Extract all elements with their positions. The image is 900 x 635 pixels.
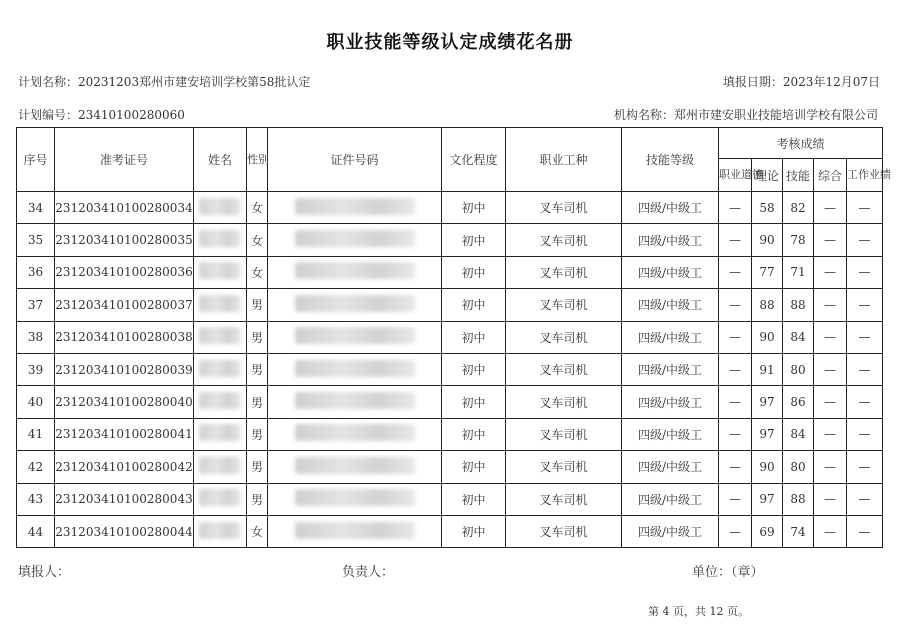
cell-occupation: 叉车司机	[506, 515, 622, 547]
cell-exam-no: 231203410100280042	[55, 451, 194, 483]
cell-seq: 40	[17, 386, 55, 418]
cell-theory: 97	[752, 386, 783, 418]
cell-exam-no: 231203410100280043	[55, 483, 194, 515]
cell-gender: 男	[247, 353, 268, 385]
cell-id-no	[268, 386, 442, 418]
header-scores: 考核成绩	[719, 128, 883, 159]
cell-ethics: —	[719, 289, 752, 321]
header-gender: 性别	[247, 128, 268, 192]
cell-skill-level: 四级/中级工	[622, 289, 719, 321]
cell-work-performance: —	[847, 321, 883, 353]
cell-work-performance: —	[847, 386, 883, 418]
cell-id-no	[268, 289, 442, 321]
redacted-id-number	[295, 424, 415, 441]
redacted-id-number	[295, 360, 415, 377]
cell-education: 初中	[442, 386, 506, 418]
cell-theory: 58	[752, 192, 783, 224]
redacted-id-number	[295, 198, 415, 215]
cell-id-no	[268, 418, 442, 450]
cell-exam-no: 231203410100280038	[55, 321, 194, 353]
redacted-id-number	[295, 392, 415, 409]
cell-overall: —	[814, 483, 847, 515]
cell-theory: 90	[752, 451, 783, 483]
cell-overall: —	[814, 353, 847, 385]
cell-skill: 84	[783, 321, 814, 353]
cell-seq: 38	[17, 321, 55, 353]
cell-name	[194, 451, 247, 483]
cell-theory: 90	[752, 321, 783, 353]
cell-work-performance: —	[847, 224, 883, 256]
cell-overall: —	[814, 321, 847, 353]
cell-theory: 69	[752, 515, 783, 547]
filler-label: 填报人：	[18, 565, 71, 580]
table-row	[17, 418, 883, 450]
cell-name	[194, 256, 247, 288]
header-ethics: 职业道德	[719, 159, 752, 192]
cell-skill-level: 四级/中级工	[622, 418, 719, 450]
cell-overall: —	[814, 515, 847, 547]
redacted-name	[199, 457, 241, 474]
redacted-name	[199, 392, 241, 409]
cell-overall: —	[814, 289, 847, 321]
redacted-id-number	[295, 522, 415, 539]
cell-seq: 42	[17, 451, 55, 483]
cell-id-no	[268, 483, 442, 515]
redacted-id-number	[295, 230, 415, 247]
cell-skill-level: 四级/中级工	[622, 321, 719, 353]
cell-work-performance: —	[847, 451, 883, 483]
cell-gender: 男	[247, 289, 268, 321]
cell-id-no	[268, 256, 442, 288]
cell-exam-no: 231203410100280040	[55, 386, 194, 418]
cell-ethics: —	[719, 192, 752, 224]
cell-id-no	[268, 224, 442, 256]
cell-seq: 36	[17, 256, 55, 288]
cell-overall: —	[814, 224, 847, 256]
cell-education: 初中	[442, 353, 506, 385]
cell-ethics: —	[719, 386, 752, 418]
cell-occupation: 叉车司机	[506, 418, 622, 450]
cell-occupation: 叉车司机	[506, 353, 622, 385]
cell-occupation: 叉车司机	[506, 192, 622, 224]
cell-id-no	[268, 321, 442, 353]
cell-skill: 74	[783, 515, 814, 547]
header-occupation: 职业工种	[506, 128, 622, 192]
cell-work-performance: —	[847, 192, 883, 224]
redacted-id-number	[295, 327, 415, 344]
header-work-performance: 工作业绩	[847, 159, 883, 192]
cell-gender: 男	[247, 418, 268, 450]
cell-work-performance: —	[847, 353, 883, 385]
cell-seq: 37	[17, 289, 55, 321]
page-info: 第 4 页，共 12 页。	[648, 605, 749, 618]
cell-name	[194, 321, 247, 353]
header-skill-level: 技能等级	[622, 128, 719, 192]
cell-gender: 女	[247, 224, 268, 256]
header-theory: 理论	[752, 159, 783, 192]
header-skill: 技能	[783, 159, 814, 192]
cell-gender: 男	[247, 451, 268, 483]
cell-theory: 88	[752, 289, 783, 321]
table-row	[17, 386, 883, 418]
cell-skill-level: 四级/中级工	[622, 224, 719, 256]
cell-occupation: 叉车司机	[506, 386, 622, 418]
cell-occupation: 叉车司机	[506, 321, 622, 353]
redacted-name	[199, 262, 241, 279]
cell-education: 初中	[442, 418, 506, 450]
cell-occupation: 叉车司机	[506, 224, 622, 256]
header-name: 姓名	[194, 128, 247, 192]
redacted-name	[199, 230, 241, 247]
cell-education: 初中	[442, 256, 506, 288]
redacted-name	[199, 424, 241, 441]
cell-seq: 35	[17, 224, 55, 256]
cell-id-no	[268, 451, 442, 483]
cell-ethics: —	[719, 256, 752, 288]
cell-exam-no: 231203410100280036	[55, 256, 194, 288]
cell-skill-level: 四级/中级工	[622, 386, 719, 418]
redacted-name	[199, 295, 241, 312]
cell-skill: 80	[783, 353, 814, 385]
cell-skill: 84	[783, 418, 814, 450]
plan-code: 计划编号：23410100280060	[18, 108, 185, 122]
cell-skill-level: 四级/中级工	[622, 256, 719, 288]
cell-ethics: —	[719, 418, 752, 450]
cell-exam-no: 231203410100280044	[55, 515, 194, 547]
cell-skill: 88	[783, 483, 814, 515]
table-row	[17, 451, 883, 483]
cell-skill: 82	[783, 192, 814, 224]
redacted-id-number	[295, 262, 415, 279]
cell-ethics: —	[719, 483, 752, 515]
cell-theory: 90	[752, 224, 783, 256]
redacted-name	[199, 327, 241, 344]
header-seq: 序号	[17, 128, 55, 192]
table-row	[17, 192, 883, 224]
cell-name	[194, 418, 247, 450]
cell-education: 初中	[442, 289, 506, 321]
redacted-name	[199, 489, 241, 506]
cell-overall: —	[814, 418, 847, 450]
cell-name	[194, 515, 247, 547]
cell-gender: 女	[247, 192, 268, 224]
cell-exam-no: 231203410100280037	[55, 289, 194, 321]
cell-ethics: —	[719, 224, 752, 256]
header-exam-no: 准考证号	[55, 128, 194, 192]
plan-name: 计划名称：20231203郑州市建安培训学校第58批认定	[18, 75, 311, 89]
cell-skill: 86	[783, 386, 814, 418]
cell-skill-level: 四级/中级工	[622, 483, 719, 515]
header-overall: 综合	[814, 159, 847, 192]
cell-skill: 80	[783, 451, 814, 483]
table-row	[17, 224, 883, 256]
table-row	[17, 289, 883, 321]
cell-work-performance: —	[847, 256, 883, 288]
cell-gender: 男	[247, 386, 268, 418]
org-name: 机构名称：郑州市建安职业技能培训学校有限公司	[613, 108, 878, 122]
unit-seal-label: 单位：（章）	[692, 565, 764, 580]
cell-education: 初中	[442, 451, 506, 483]
cell-education: 初中	[442, 321, 506, 353]
cell-skill-level: 四级/中级工	[622, 515, 719, 547]
score-roster-table	[16, 127, 891, 548]
cell-skill: 88	[783, 289, 814, 321]
cell-skill-level: 四级/中级工	[622, 451, 719, 483]
cell-education: 初中	[442, 483, 506, 515]
cell-work-performance: —	[847, 515, 883, 547]
cell-ethics: —	[719, 451, 752, 483]
redacted-name	[199, 522, 241, 539]
header-id-no: 证件号码	[268, 128, 442, 192]
cell-id-no	[268, 353, 442, 385]
cell-exam-no: 231203410100280034	[55, 192, 194, 224]
cell-seq: 43	[17, 483, 55, 515]
redacted-id-number	[295, 457, 415, 474]
cell-theory: 91	[752, 353, 783, 385]
cell-education: 初中	[442, 192, 506, 224]
cell-exam-no: 231203410100280035	[55, 224, 194, 256]
cell-seq: 34	[17, 192, 55, 224]
cell-name	[194, 386, 247, 418]
cell-name	[194, 353, 247, 385]
table-row	[17, 256, 883, 288]
cell-theory: 97	[752, 418, 783, 450]
cell-occupation: 叉车司机	[506, 451, 622, 483]
cell-overall: —	[814, 386, 847, 418]
cell-education: 初中	[442, 515, 506, 547]
table-row	[17, 321, 883, 353]
cell-exam-no: 231203410100280041	[55, 418, 194, 450]
cell-overall: —	[814, 451, 847, 483]
cell-gender: 男	[247, 321, 268, 353]
cell-ethics: —	[719, 353, 752, 385]
cell-theory: 77	[752, 256, 783, 288]
cell-name	[194, 483, 247, 515]
table-row	[17, 515, 883, 547]
cell-seq: 41	[17, 418, 55, 450]
redacted-name	[199, 198, 241, 215]
cell-name	[194, 224, 247, 256]
cell-work-performance: —	[847, 483, 883, 515]
responsible-label: 负责人：	[342, 565, 395, 580]
cell-exam-no: 231203410100280039	[55, 353, 194, 385]
document-title: 职业技能等级认定成绩花名册	[326, 32, 574, 53]
cell-seq: 39	[17, 353, 55, 385]
cell-ethics: —	[719, 321, 752, 353]
fill-date: 填报日期：2023年12月07日	[722, 75, 880, 89]
redacted-name	[199, 360, 241, 377]
table-row	[17, 353, 883, 385]
cell-gender: 女	[247, 256, 268, 288]
cell-name	[194, 289, 247, 321]
cell-work-performance: —	[847, 289, 883, 321]
cell-skill-level: 四级/中级工	[622, 353, 719, 385]
cell-occupation: 叉车司机	[506, 256, 622, 288]
cell-theory: 97	[752, 483, 783, 515]
cell-occupation: 叉车司机	[506, 483, 622, 515]
cell-skill: 78	[783, 224, 814, 256]
cell-skill: 71	[783, 256, 814, 288]
redacted-id-number	[295, 295, 415, 312]
header-education: 文化程度	[442, 128, 506, 192]
cell-gender: 男	[247, 483, 268, 515]
cell-work-performance: —	[847, 418, 883, 450]
cell-gender: 女	[247, 515, 268, 547]
cell-id-no	[268, 192, 442, 224]
cell-skill-level: 四级/中级工	[622, 192, 719, 224]
table-row	[17, 483, 883, 515]
cell-education: 初中	[442, 224, 506, 256]
cell-overall: —	[814, 192, 847, 224]
cell-id-no	[268, 515, 442, 547]
cell-name	[194, 192, 247, 224]
cell-overall: —	[814, 256, 847, 288]
redacted-id-number	[295, 489, 415, 506]
cell-seq: 44	[17, 515, 55, 547]
cell-occupation: 叉车司机	[506, 289, 622, 321]
table-body	[17, 192, 883, 548]
cell-ethics: —	[719, 515, 752, 547]
